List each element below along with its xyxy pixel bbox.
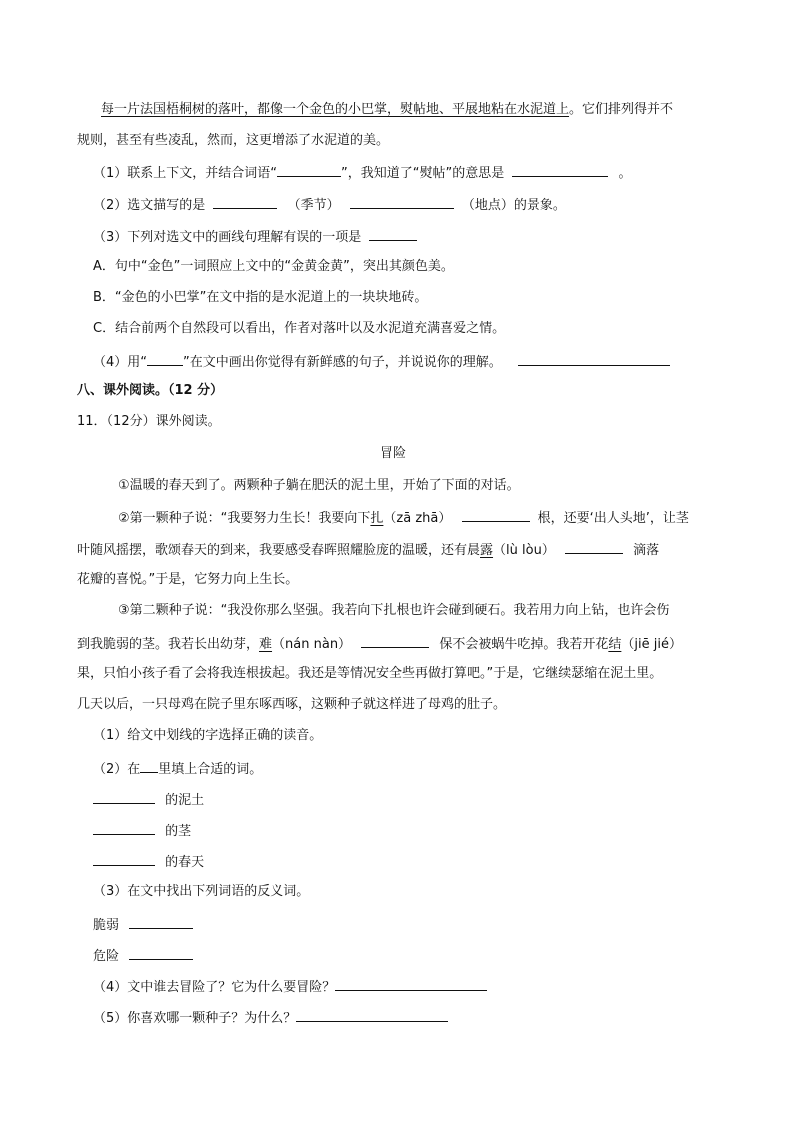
pinyin-options: （nán nàn） (272, 637, 352, 652)
story-paragraph-3-line-2: 到我脆弱的茎。我若长出幼芽，难（nán nàn） 保不会被蜗牛吃掉。我若开花结（jiē jié） (77, 633, 682, 655)
passage-line-2: 规则，甚至有些凌乱，然而，这更增添了水泥道的美。 (77, 133, 390, 148)
underlined-char: 结 (608, 637, 622, 652)
blank-marker (140, 758, 158, 773)
answer-blank[interactable] (518, 351, 670, 366)
story-paragraph-3-line-1: ③第二颗种子说：“我没你那么坚强。我若向下扎根也许会碰到硬石。我若用力向上钻，也许会伤 (118, 603, 670, 618)
option-a[interactable]: A．句中“金色”一词照应上文中的“金黄金黄”，突出其颜色美。 (93, 259, 454, 274)
fill-row-1: 的泥土 (93, 789, 204, 811)
season-blank[interactable] (213, 194, 277, 209)
answer-blank[interactable] (129, 914, 193, 929)
answer-blank[interactable] (296, 1007, 448, 1022)
story-paragraph-2-line-3: 花瓣的喜悦。”于是，它努力向上生长。 (77, 572, 299, 587)
fill-row-3: 的春天 (93, 851, 204, 873)
option-c[interactable]: C．结合前两个自然段可以看出，作者对落叶以及水泥道充满喜爱之情。 (93, 321, 506, 336)
answer-blank[interactable] (277, 162, 341, 177)
question-3: （3）下列对选文中的画线句理解有误的一项是 (93, 226, 417, 248)
sub-question-5: （5）你喜欢哪一颗种子？为什么？ (93, 1007, 448, 1029)
question-1: （1）联系上下文，并结合词语“ ”，我知道了“熨帖”的意思是 。 (93, 162, 632, 184)
antonym-row-1: 脆弱 (93, 914, 193, 936)
answer-blank[interactable] (565, 539, 623, 554)
question-11-label: 11．（12分）课外阅读。 (77, 414, 221, 429)
story-paragraph-2-line-2: 叶随风摇摆，歌颂春天的到来，我要感受春晖照耀脸庞的温暖，还有晨露（lù lòu） 滴落 (77, 539, 659, 561)
story-paragraph-2-line-1: ②第一颗种子说：“我要努力生长！我要向下扎（zā zhā） 根，还要‘出人头地’，让茎 (118, 507, 689, 529)
antonym-row-2: 危险 (93, 945, 193, 967)
answer-blank[interactable] (462, 507, 530, 522)
answer-blank[interactable] (512, 162, 608, 177)
underlined-char: 露 (480, 543, 494, 558)
fill-row-2: 的茎 (93, 820, 191, 842)
underlined-lead: 每一片法国梧桐树的落叶，都像一个金色的小巴掌， (101, 102, 401, 117)
question-2: （2）选文描写的是 （季节） （地点）的景象。 (93, 194, 566, 216)
pinyin-options: （zā zhā） (383, 511, 452, 526)
place-blank[interactable] (350, 194, 454, 209)
option-b[interactable]: B．“金色的小巴掌”在文中指的是水泥道上的一块块地砖。 (93, 290, 428, 305)
answer-blank[interactable] (335, 976, 487, 991)
story-paragraph-1: ①温暖的春天到了。两颗种子躺在肥沃的泥土里，开始了下面的对话。 (118, 478, 520, 493)
sub-question-1: （1）给文中划线的字选择正确的读音。 (93, 728, 323, 743)
pinyin-options: （jiē jié） (621, 637, 682, 652)
answer-blank[interactable] (93, 851, 155, 866)
story-title: 冒险 (380, 446, 407, 461)
sub-question-3: （3）在文中找出下列词语的反义词。 (93, 884, 310, 899)
section-heading: 八、课外阅读。（12 分） (77, 383, 224, 398)
answer-blank[interactable] (361, 633, 429, 648)
line-style-sample (147, 351, 183, 366)
underlined-char: 难 (259, 637, 273, 652)
story-paragraph-3-line-4: 几天以后，一只母鸡在院子里东啄西啄，这颗种子就这样进了母鸡的肚子。 (77, 697, 507, 712)
answer-blank[interactable] (93, 820, 155, 835)
pinyin-options: （lù lòu） (493, 543, 555, 558)
underlined-sentence: 熨帖地、平展地粘在水泥道上 (400, 102, 570, 117)
underlined-char: 扎 (370, 511, 384, 526)
answer-blank[interactable] (129, 945, 193, 960)
passage-line-1: 每一片法国梧桐树的落叶，都像一个金色的小巴掌，熨帖地、平展地粘在水泥道上。它们排列得并不 (101, 102, 674, 117)
sub-question-4: （4）文中谁去冒险了？它为什么要冒险？ (93, 976, 487, 998)
story-paragraph-3-line-3: 果，只怕小孩子看了会将我连根拔起。我还是等情况安全些再做打算吧。”于是，它继续瑟缩在泥土里。 (77, 666, 663, 681)
answer-blank[interactable] (369, 226, 417, 241)
answer-blank[interactable] (93, 789, 155, 804)
sub-question-2: （2）在 里填上合适的词。 (93, 758, 262, 780)
question-4: （4）用“ ”在文中画出你觉得有新鲜感的句子，并说说你的理解。 (93, 351, 670, 373)
